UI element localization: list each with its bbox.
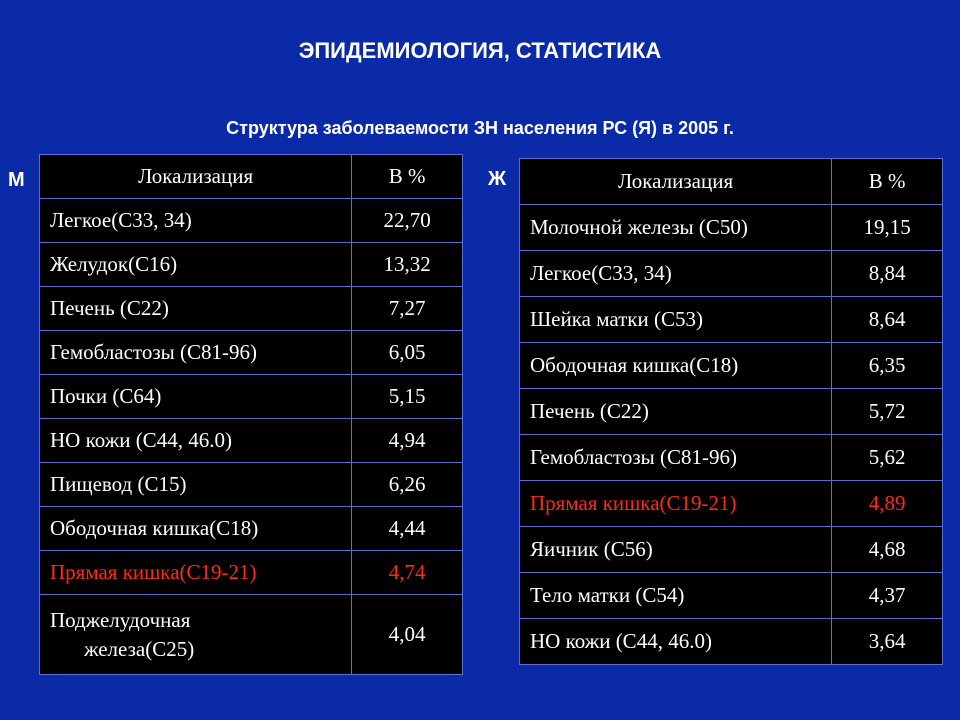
column-header-percent: В % xyxy=(352,155,463,199)
localization-cell: Молочной железы (С50) xyxy=(520,205,832,251)
table-row xyxy=(520,573,943,619)
table-row xyxy=(40,375,463,419)
table-row xyxy=(520,527,943,573)
localization-cell: Гемобластозы (С81-96) xyxy=(40,331,352,375)
table-row xyxy=(520,389,943,435)
percent-cell: 4,37 xyxy=(832,573,943,619)
table-row xyxy=(40,595,463,675)
localization-cell: Легкое(С33, 34) xyxy=(520,251,832,297)
percent-cell: 5,62 xyxy=(832,435,943,481)
table-row xyxy=(520,343,943,389)
localization-cell: Ободочная кишка(С18) xyxy=(520,343,832,389)
percent-cell: 4,04 xyxy=(352,595,463,675)
localization-cell: Печень (С22) xyxy=(520,389,832,435)
localization-cell: НО кожи (С44, 46.0) xyxy=(40,419,352,463)
percent-cell: 4,89 xyxy=(832,481,943,527)
localization-cell: Легкое(С33, 34) xyxy=(40,199,352,243)
localization-cell: Шейка матки (С53) xyxy=(520,297,832,343)
female-table-label: Ж xyxy=(488,168,507,190)
table-row xyxy=(520,297,943,343)
table-row xyxy=(40,507,463,551)
localization-cell: Желудок(С16) xyxy=(40,243,352,287)
localization-cell: Прямая кишка(С19-21) xyxy=(40,551,352,595)
localization-cell: НО кожи (С44, 46.0) xyxy=(520,619,832,665)
percent-cell: 4,74 xyxy=(352,551,463,595)
localization-cell: Почки (С64) xyxy=(40,375,352,419)
percent-cell: 3,64 xyxy=(832,619,943,665)
table-row xyxy=(40,331,463,375)
column-header-localization: Локализация xyxy=(40,155,352,199)
female-incidence-table xyxy=(519,158,943,665)
percent-cell: 4,68 xyxy=(832,527,943,573)
table-row xyxy=(40,287,463,331)
table-row xyxy=(40,199,463,243)
table-row-highlighted xyxy=(40,551,463,595)
percent-cell: 13,32 xyxy=(352,243,463,287)
localization-line-1: Поджелудочная xyxy=(50,607,191,632)
percent-cell: 4,94 xyxy=(352,419,463,463)
percent-cell: 8,64 xyxy=(832,297,943,343)
percent-cell: 5,15 xyxy=(352,375,463,419)
percent-cell: 6,26 xyxy=(352,463,463,507)
table-header-row xyxy=(520,159,943,205)
table-row xyxy=(40,243,463,287)
localization-cell xyxy=(40,595,352,675)
table-row xyxy=(520,619,943,665)
localization-cell: Пищевод (С15) xyxy=(40,463,352,507)
male-table-label: М xyxy=(8,169,25,191)
male-incidence-table xyxy=(39,154,463,675)
percent-cell: 5,72 xyxy=(832,389,943,435)
localization-cell: Гемобластозы (С81-96) xyxy=(520,435,832,481)
table-row xyxy=(40,463,463,507)
percent-cell: 6,35 xyxy=(832,343,943,389)
table-header-row xyxy=(40,155,463,199)
localization-cell: Ободочная кишка(С18) xyxy=(40,507,352,551)
percent-cell: 4,44 xyxy=(352,507,463,551)
table-row xyxy=(520,205,943,251)
percent-cell: 6,05 xyxy=(352,331,463,375)
percent-cell: 19,15 xyxy=(832,205,943,251)
percent-cell: 22,70 xyxy=(352,199,463,243)
localization-cell: Прямая кишка(С19-21) xyxy=(520,481,832,527)
table-row xyxy=(520,251,943,297)
localization-cell: Печень (С22) xyxy=(40,287,352,331)
column-header-localization: Локализация xyxy=(520,159,832,205)
percent-cell: 7,27 xyxy=(352,287,463,331)
percent-cell: 8,84 xyxy=(832,251,943,297)
localization-line-2: железа(С25) xyxy=(84,636,195,661)
page-title: ЭПИДЕМИОЛОГИЯ, СТАТИСТИКА xyxy=(298,38,662,63)
localization-cell: Тело матки (С54) xyxy=(520,573,832,619)
table-row-highlighted xyxy=(520,481,943,527)
column-header-percent: В % xyxy=(832,159,943,205)
table-row xyxy=(520,435,943,481)
table-row xyxy=(40,419,463,463)
page-subtitle: Структура заболеваемости ЗН населения РС (Я) в 2005 г. xyxy=(226,118,734,138)
localization-cell: Яичник (С56) xyxy=(520,527,832,573)
